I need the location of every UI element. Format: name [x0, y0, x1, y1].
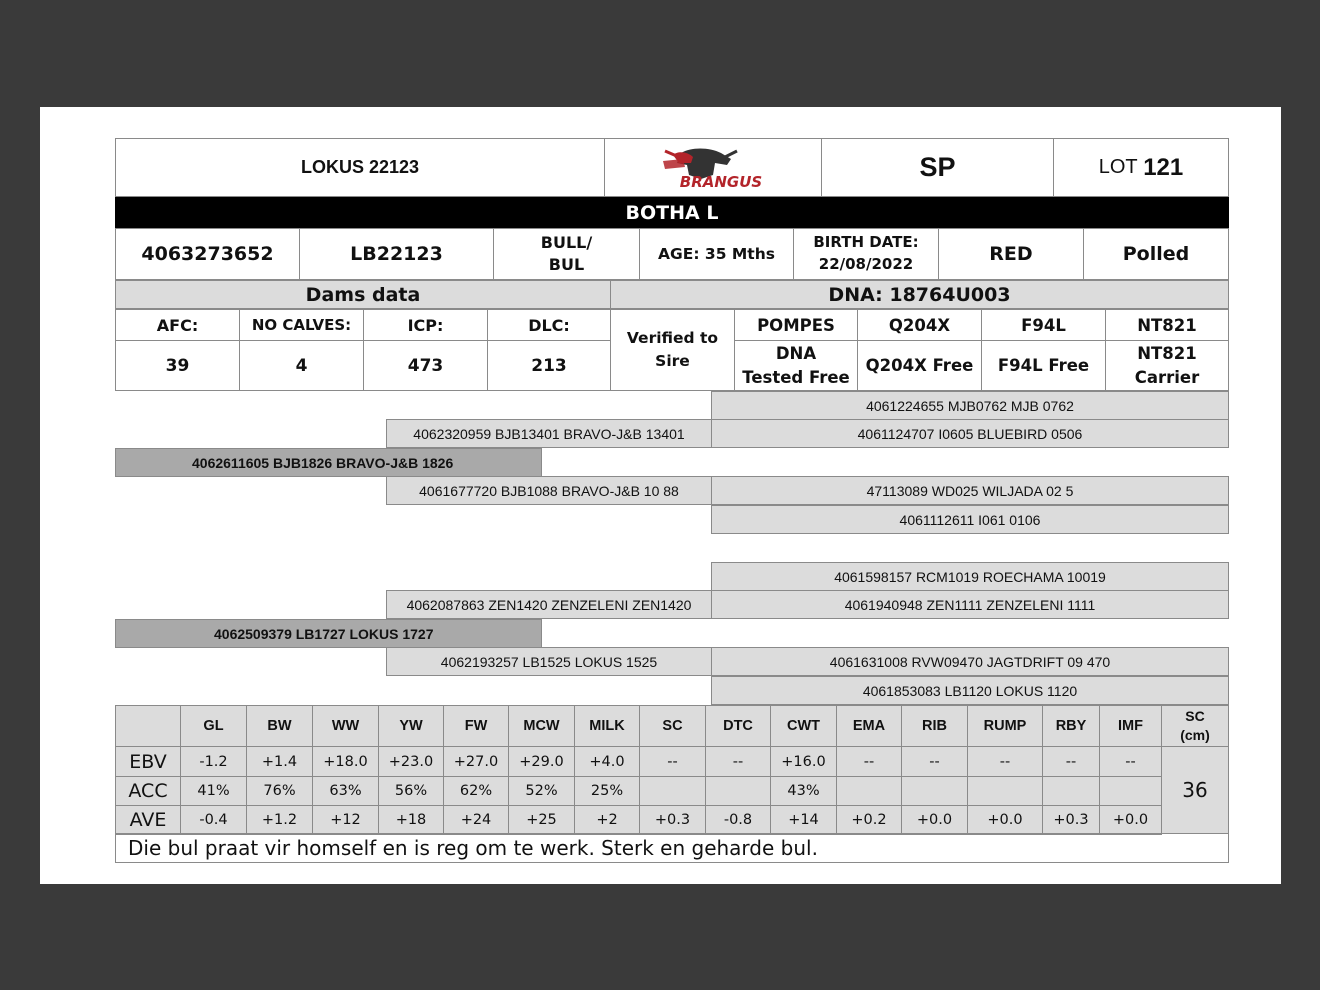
ebv-header-dtc: DTC: [705, 705, 771, 747]
pedigree-dam-dam: 4062193257 LB1525 LOKUS 1525: [386, 647, 712, 676]
ebv-header-ww: WW: [312, 705, 379, 747]
ebv-acc-milk: 25%: [574, 776, 640, 806]
animal-colour: RED: [938, 228, 1084, 280]
ebv-acc-rby: [1042, 776, 1100, 806]
grade: SP: [821, 138, 1054, 197]
dams-label-dlc: DLC:: [487, 309, 611, 341]
dna-result-f94l: F94L Free: [981, 340, 1106, 391]
ebv-acc-rib: [901, 776, 968, 806]
ebv-ave-milk: +2: [574, 805, 640, 835]
pedigree-ssd: 4061124707 I0605 BLUEBIRD 0506: [711, 419, 1229, 448]
ebv-row-label-acc: ACC: [115, 776, 181, 806]
ebv-row-label-ave: AVE: [115, 805, 181, 835]
dams-value-icp: 473: [363, 340, 488, 391]
lot-cell: [1053, 138, 1229, 197]
dna-test-name-q204x: Q204X: [857, 309, 982, 341]
pedigree-sire-sire: 4062320959 BJB13401 BRAVO-J&B 13401: [386, 419, 712, 448]
dna-result-q204x: Q204X Free: [857, 340, 982, 391]
animal-horn: Polled: [1083, 228, 1229, 280]
ebv-acc-bw: 76%: [246, 776, 313, 806]
birth-date-label: BIRTH DATE:: [813, 233, 919, 252]
dna-test-name-pompes: POMPES: [734, 309, 858, 341]
sc-header-line1: SC: [1185, 708, 1205, 725]
animal-code: LB22123: [299, 228, 494, 280]
ebv-ebv-ema: --: [836, 746, 902, 777]
ebv-ave-sc: +0.3: [639, 805, 706, 835]
ebv-ave-mcw: +25: [508, 805, 575, 835]
ebv-ave-dtc: -0.8: [705, 805, 771, 835]
animal-age: AGE: 35 Mths: [639, 228, 794, 280]
ebv-ave-ww: +12: [312, 805, 379, 835]
ebv-ebv-bw: +1.4: [246, 746, 313, 777]
dams-data-title: Dams data: [115, 280, 611, 309]
ebv-ave-rump: +0.0: [967, 805, 1043, 835]
ebv-header-cwt: CWT: [770, 705, 837, 747]
pedigree-ddd: 4061853083 LB1120 LOKUS 1120: [711, 676, 1229, 705]
ebv-header-mcw: MCW: [508, 705, 575, 747]
ebv-ave-fw: +24: [443, 805, 509, 835]
ebv-ave-cwt: +14: [770, 805, 837, 835]
ebv-ebv-sc: --: [639, 746, 706, 777]
ebv-header-fw: FW: [443, 705, 509, 747]
ebv-header-rib: RIB: [901, 705, 968, 747]
pedigree-sdd: 4061112611 I061 0106: [711, 505, 1229, 534]
ebv-ebv-rby: --: [1042, 746, 1100, 777]
ebv-ebv-yw: +23.0: [378, 746, 444, 777]
ebv-ave-ema: +0.2: [836, 805, 902, 835]
brangus-logo: [604, 138, 822, 197]
ebv-ave-bw: +1.2: [246, 805, 313, 835]
verified-line1: Verified to: [626, 328, 719, 347]
animal-name: LOKUS 22123: [115, 138, 605, 197]
dna-result-pompes-line1: DNA: [775, 343, 817, 363]
dams-value-afc: 39: [115, 340, 240, 391]
ebv-ave-yw: +18: [378, 805, 444, 835]
dna-test-name-nt821: NT821: [1105, 309, 1229, 341]
ebv-acc-yw: 56%: [378, 776, 444, 806]
ebv-acc-sc: [639, 776, 706, 806]
dams-label-icp: ICP:: [363, 309, 488, 341]
dna-result-nt821-line2: Carrier: [1134, 367, 1200, 387]
dna-title: DNA: 18764U003: [610, 280, 1229, 309]
ebv-ebv-rib: --: [901, 746, 968, 777]
ebv-ave-rib: +0.0: [901, 805, 968, 835]
dams-value-dlc: 213: [487, 340, 611, 391]
ebv-header-yw: YW: [378, 705, 444, 747]
ebv-acc-rump: [967, 776, 1043, 806]
breeder-name: BOTHA L: [115, 197, 1229, 228]
ebv-acc-ww: 63%: [312, 776, 379, 806]
ebv-ebv-rump: --: [967, 746, 1043, 777]
sc-header-line2: (cm): [1180, 727, 1210, 743]
lot-number: 121: [1143, 153, 1184, 181]
ebv-ebv-gl: -1.2: [180, 746, 247, 777]
verified-line2: Sire: [655, 352, 690, 370]
ebv-ave-rby: +0.3: [1042, 805, 1100, 835]
pedigree-sire-dam: 4061677720 BJB1088 BRAVO-J&B 10 88: [386, 476, 712, 505]
ebv-header-milk: MILK: [574, 705, 640, 747]
logo-text: BRANGUS: [679, 172, 763, 191]
ebv-ebv-imf: --: [1099, 746, 1162, 777]
pedigree-sds: 47113089 WD025 WILJADA 02 5: [711, 476, 1229, 505]
animal-id: 4063273652: [115, 228, 300, 280]
sc-value: 36: [1161, 746, 1229, 834]
ebv-ebv-mcw: +29.0: [508, 746, 575, 777]
verified-to-sire: [610, 309, 735, 391]
dna-result-pompes-line2: Tested Free: [742, 367, 850, 387]
dams-label-afc: AFC:: [115, 309, 240, 341]
ebv-acc-cwt: 43%: [770, 776, 837, 806]
animal-sex: [493, 228, 640, 280]
pedigree-dss: 4061598157 RCM1019 ROECHAMA 10019: [711, 562, 1229, 591]
dams-value-calves: 4: [239, 340, 364, 391]
birth-date-cell: [793, 228, 939, 280]
dna-result-nt821-line1: NT821: [1137, 343, 1197, 363]
ebv-corner: [115, 705, 181, 747]
ebv-header-rby: RBY: [1042, 705, 1100, 747]
ebv-ebv-ww: +18.0: [312, 746, 379, 777]
pedigree-dds: 4061631008 RVW09470 JAGTDRIFT 09 470: [711, 647, 1229, 676]
dams-label-calves: NO CALVES:: [239, 309, 364, 341]
ebv-acc-mcw: 52%: [508, 776, 575, 806]
bull-head-icon: [643, 145, 783, 191]
ebv-acc-ema: [836, 776, 902, 806]
ebv-header-imf: IMF: [1099, 705, 1162, 747]
ebv-header-rump: RUMP: [967, 705, 1043, 747]
pedigree-dam-sire: 4062087863 ZEN1420 ZENZELENI ZEN1420: [386, 590, 712, 619]
dna-result-pompes: [734, 340, 858, 391]
ebv-header-gl: GL: [180, 705, 247, 747]
sex-line2: BUL: [548, 255, 585, 274]
pedigree-dsd: 4061940948 ZEN1111 ZENZELENI 1111: [711, 590, 1229, 619]
lot-label: LOT: [1098, 156, 1138, 178]
ebv-ebv-cwt: +16.0: [770, 746, 837, 777]
sc-header: [1161, 705, 1229, 747]
ebv-acc-imf: [1099, 776, 1162, 806]
ebv-row-label-ebv: EBV: [115, 746, 181, 777]
pedigree-sire: 4062611605 BJB1826 BRAVO-J&B 1826: [115, 448, 542, 477]
ebv-ebv-fw: +27.0: [443, 746, 509, 777]
ebv-ebv-dtc: --: [705, 746, 771, 777]
ebv-ave-imf: +0.0: [1099, 805, 1162, 835]
ebv-acc-fw: 62%: [443, 776, 509, 806]
ebv-acc-dtc: [705, 776, 771, 806]
birth-date: 22/08/2022: [818, 255, 914, 273]
ebv-header-ema: EMA: [836, 705, 902, 747]
sex-line1: BULL/: [540, 233, 593, 253]
ebv-header-sc: SC: [639, 705, 706, 747]
pedigree-sss: 4061224655 MJB0762 MJB 0762: [711, 391, 1229, 420]
dna-test-name-f94l: F94L: [981, 309, 1106, 341]
comment: Die bul praat vir homself en is reg om te werk. Sterk en geharde bul.: [115, 833, 1229, 863]
dna-result-nt821: [1105, 340, 1229, 391]
ebv-acc-gl: 41%: [180, 776, 247, 806]
ebv-header-bw: BW: [246, 705, 313, 747]
ebv-ebv-milk: +4.0: [574, 746, 640, 777]
ebv-ave-gl: -0.4: [180, 805, 247, 835]
pedigree-dam: 4062509379 LB1727 LOKUS 1727: [115, 619, 542, 648]
